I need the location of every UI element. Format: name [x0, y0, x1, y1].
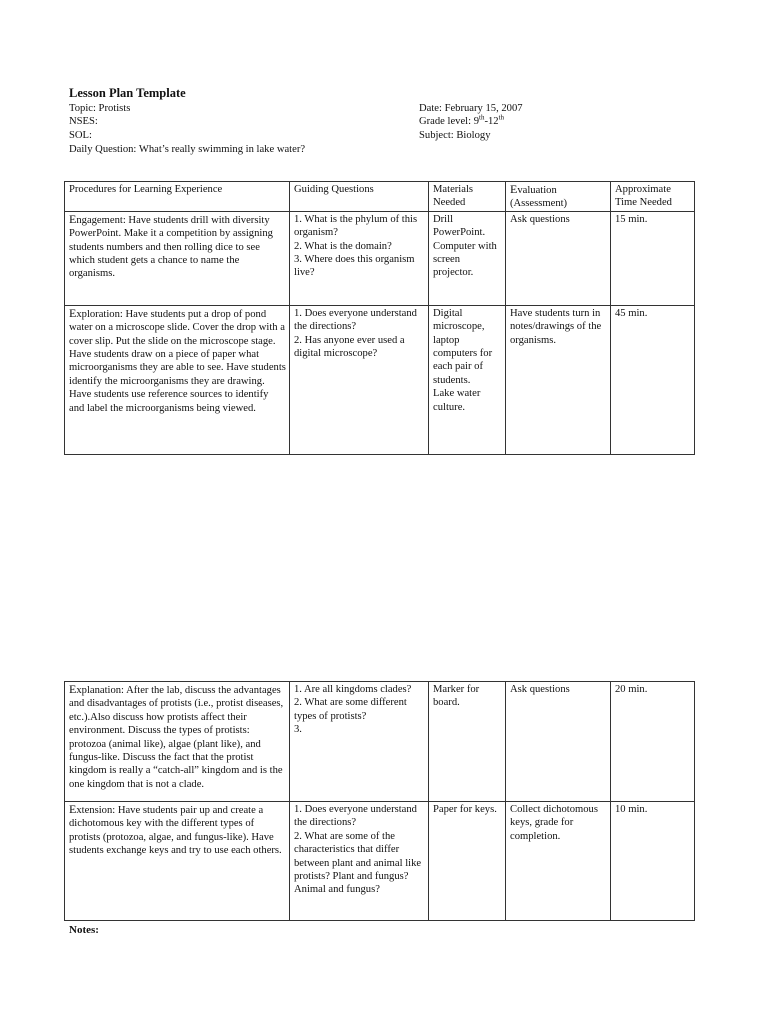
questions-cell: [290, 802, 429, 921]
materials-cell: Paper for keys.: [429, 802, 506, 921]
table-row: [65, 305, 695, 454]
procedure-cap: E: [69, 305, 77, 320]
sol-line: SOL:: [69, 130, 92, 141]
date-line: Date: February 15, 2007: [419, 103, 523, 114]
header-evaluation-rest: valuation (Assessment): [510, 185, 568, 210]
procedure-extra-text: Have students use reference sources to identify and label the microorganisms being viewed.: [69, 389, 269, 414]
header-time: Approximate Time Needed: [611, 182, 695, 212]
evaluation-cell: Have students turn in notes/drawings of the organisms.: [506, 305, 611, 454]
procedure-cell: [65, 305, 290, 454]
subject-line: Subject: Biology: [419, 130, 491, 141]
procedure-cap: E: [69, 211, 77, 226]
topic-line: Topic: Protists: [69, 103, 131, 114]
procedure-text: xploration: Have students put a drop of pond water on a microscope slide. Cover the drop with a cover slip. Put the slide on the microscope stage. Have students draw on a piece of paper what microorganisms they are able to see. Have students identify the microorganisms they are drawing.: [69, 308, 286, 387]
header-evaluation-cap: E: [510, 182, 518, 196]
header-materials: Materials Needed: [429, 182, 506, 212]
time-cell: 45 min.: [611, 305, 695, 454]
table-row: [65, 682, 695, 802]
grade-sup-2: th: [498, 113, 505, 122]
evaluation-cell: Ask questions: [506, 211, 611, 305]
materials-cell: Marker for board.: [429, 682, 506, 802]
time-cell: 15 min.: [611, 211, 695, 305]
procedure-text: ngagement: Have students drill with diversity PowerPoint. Make it a competition by assigning students numbers and then rolling dice to see which student gets a chance to name the organisms.: [69, 214, 273, 280]
question-item: 1. Does everyone understand the directions?: [294, 307, 417, 333]
questions-cell: [290, 305, 429, 454]
grade-level-line: [419, 115, 504, 128]
procedure-paragraph: [69, 307, 286, 388]
procedure-text: xtension: Have students pair up and create a dichotomous key with the different types of protists (protozoa, algae, and fungus-like). Have students exchange keys and try to use each others.: [69, 805, 282, 857]
question-item: 1. What is the phylum of this organism?: [294, 213, 418, 239]
time-cell: 10 min.: [611, 802, 695, 921]
procedure-cell: [65, 682, 290, 802]
table-row: [65, 211, 695, 305]
procedure-cell: [65, 211, 290, 305]
daily-question-line: Daily Question: What’s really swimming in lake water?: [69, 144, 306, 155]
grade-sup-1: th: [479, 113, 485, 122]
question-item: 2. What is the domain?: [294, 240, 392, 252]
procedure-cap: E: [69, 682, 77, 696]
lesson-table-top: [64, 181, 695, 455]
question-item: 3.: [294, 724, 302, 736]
questions-cell: [290, 682, 429, 802]
evaluation-cell: Collect dichotomous keys, grade for completion.: [506, 802, 611, 921]
header-evaluation: [506, 182, 611, 212]
question-item: 1. Are all kingdoms clades?: [294, 684, 412, 695]
question-item: 3. Where does this organism live?: [294, 254, 415, 279]
procedure-cap: E: [69, 802, 77, 816]
grade-prefix: Grade level: 9: [419, 116, 480, 127]
time-cell: 20 min.: [611, 682, 695, 802]
questions-cell: [290, 211, 429, 305]
materials-extra-text: Lake water culture.: [433, 388, 481, 413]
evaluation-cell: Ask questions: [506, 682, 611, 802]
table-header-row: [65, 182, 695, 212]
materials-cell: Drill PowerPoint. Computer with screen projector.: [429, 211, 506, 305]
grade-mid: -12: [484, 116, 499, 127]
question-item: 2. What are some different types of protists?: [294, 697, 407, 722]
materials-cell: [429, 305, 506, 454]
question-item: 2. What are some of the characteristics that differ between plant and animal like protists? Plant and fungus? Animal and fungus?: [294, 830, 422, 896]
question-item: 2. Has anyone ever used a digital microscope?: [294, 334, 405, 360]
table-row: [65, 802, 695, 921]
lesson-table-bottom: [64, 681, 695, 921]
header-guiding-questions: Guiding Questions: [290, 182, 429, 212]
notes-label: Notes:: [69, 924, 99, 936]
header-procedures: Procedures for Learning Experience: [65, 182, 290, 212]
question-item: 1. Does everyone understand the directions?: [294, 804, 417, 829]
materials-text: Digital microscope, laptop computers for each pair of students.: [433, 307, 493, 386]
page-title: Lesson Plan Template: [69, 86, 186, 100]
procedure-cell: [65, 802, 290, 921]
nses-line: NSES:: [69, 116, 98, 127]
procedure-text: xplanation: After the lab, discuss the advantages and disadvantages of protists (i.e., protist diseases, etc.).Also discuss how protists affect their environment. Discuss the types of protists: protozoa (animal like), algae (plant like), and fungus-like. Discuss the fact that the protist kingdom is really a “catch-all” kingdom and is the one kingdom that is not a clade.: [69, 685, 284, 790]
